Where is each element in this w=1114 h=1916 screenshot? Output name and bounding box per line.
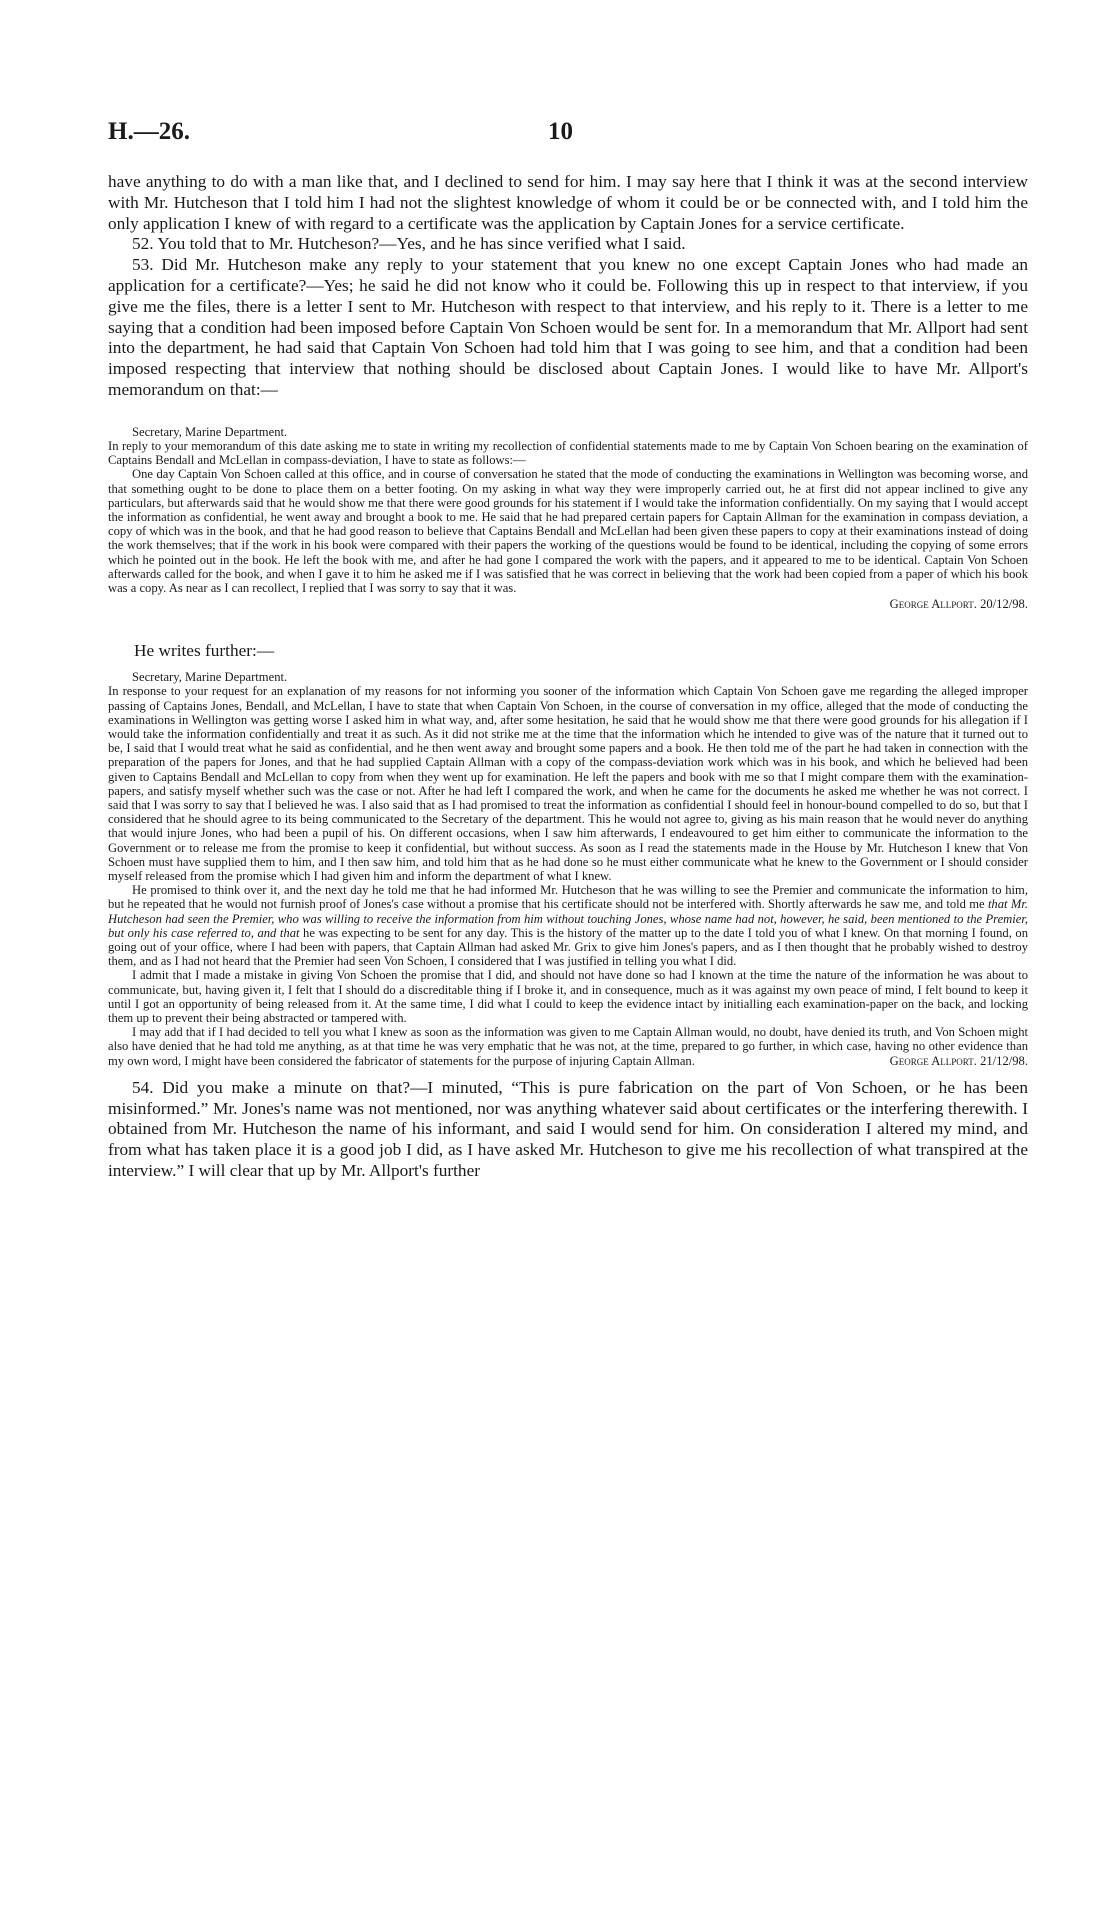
memo-2-paragraph-2-start: He promised to think over it, and the next day he told me that he had informed Mr. Hutcheson that he was willing to see the Premier and communicate the information to him, but he repeated that he would not furnish proof of Jones's case without a promise that his certificate should not be interfered with. Shortly afterwards he saw me, and told me	[108, 883, 1028, 912]
memo-2-paragraph-4	[108, 1025, 1028, 1068]
memo-1-paragraph-2: One day Captain Von Schoen called at this office, and in course of conversation he stated that the mode of conducting the examinations in Wellington was becoming worse, and that something ought to be done to place them on a better footing. On my asking in what way they were improperly carried out, he at first did not appear inclined to give any particulars, but afterwards said that he would show me that there were good grounds for his statement if I would take the information confidentially. On my saying that I would accept the information as confidential, he went away and brought a book to me. He said that he had prepared certain papers for Captain Allman for the examination in compass deviation, a copy of which was in the book, and that he had good reason to believe that Captains Bendall and McLellan had been given these papers to copy at their examinations instead of doing the work themselves; that if the work in his book were compared with their papers the working of the questions would be found to be identical, including the copying of some errors which he pointed out in the book. He left the book with me, and after he had gone I compared the work with the papers, and it appeared to me to be identical. Captain Von Schoen afterwards called for the book, and when I gave it to him he asked me if I was satisfied that he was correct in believing that the work had been copied from a paper of which his book was a copy. As near as I can recollect, I replied that I was sorry to say that it was.	[108, 467, 1028, 595]
he-writes-further: He writes further:—	[134, 641, 275, 661]
memo-2-paragraph-1: In response to your request for an explanation of my reasons for not informing you sooner of the information which Captain Von Schoen gave me regarding the alleged improper passing of Captains Jones, Bendall, and McLellan, I have to state that when Captain Von Schoen, in the course of conversation in my office, alleged that the mode of conducting the examinations in Wellington was getting worse I asked him in what way, and, after some hesitation, he said that he would show me that there were good grounds for his allegation if I would take the information confidentially and treat it as such. As it did not strike me at the time that the information which he intended to give was of the nature that it turned out to be, I said that I would treat what he said as confidential, and he then went away and brought some papers and a book. He then told me of the part he had taken in connection with the preparation of the papers for Jones, and that he had supplied Captain Allman with a copy of the compass-deviation work which was in his book, and which he believed had been given to Captains Bendall and McLellan to copy from when they went up for examination. He left the papers and book with me so that I might compare them with the examination-papers, and satisfy myself whether such was the case or not. After he had left I compared the work, and when he came for the documents he asked me whether he was not correct. I said that I was sorry to say that I believed he was. I also said that as I had promised to treat the information as confidential I should feel in honour-bound compelled to do so, but that I considered that he should agree to its being communicated to the Secretary of the department. This he would not agree to, giving as his main reason that he would never do anything that would injure Jones, who had been a pupil of his. On different occasions, when I saw him afterwards, I endeavoured to get him either to communicate the information to the Government or to release me from the promise to keep it confidential, but without success. As soon as I read the statements made in the House by Mr. Hutcheson I knew that Von Schoen must have supplied them to him, and I then saw him, and told him that as he had done so he must either communicate what he knew to the Government or I should consider myself released from the promise which I had given him and inform the department of what I knew.	[108, 684, 1028, 884]
question-54: 54. Did you make a minute on that?—I minuted, “This is pure fabrication on the part of Von Schoen, or he has been misinformed.” Mr. Jones's name was not mentioned, nor was anything whatever said about certificates or the interfering therewith. I obtained from Mr. Hutcheson the name of his informant, and said I would send for him. On consideration I altered my mind, and from what has taken place it is a good job I did, as I have asked Mr. Hutcheson to give me his recollection of what transpired at the interview.” I will clear that up by Mr. Allport's further	[108, 1077, 1028, 1181]
memo-1-heading: Secretary, Marine Department.	[132, 424, 288, 439]
memo-2-paragraph-2-italic: that Mr. Hutcheson had seen the Premier, who was willing to receive the information from him without touching Jones, whose name had not, however, he said, been mentioned to the Premier, but only his case referred to, and that	[108, 897, 1028, 940]
memo-2-signature: George Allport. 21/12/98.	[889, 1053, 1028, 1068]
memo-2-paragraph-3: I admit that I made a mistake in giving Von Schoen the promise that I did, and should not have done so had I known at the time the nature of the information he was about to communicate, but, having given it, I felt that I should do a discreditable thing if I broke it, and in consequence, much as it was against my own peace of mind, I felt bound to keep it until I got an opportunity of being released from it. At the same time, I did what I could to keep the evidence intact by initialling each examination-paper on the back, and locking them up to prevent their being abstracted or tampered with.	[108, 968, 1028, 1026]
document-reference: H.—26.	[108, 118, 190, 145]
memo-1-signature: George Allport. 20/12/98.	[889, 597, 1028, 612]
memorandum-2	[108, 670, 1028, 1068]
memo-2-heading: Secretary, Marine Department.	[132, 670, 288, 685]
page-header	[108, 118, 1028, 158]
memo-1-paragraph-1: In reply to your memorandum of this date asking me to state in writing my recollection of confidential statements made to me by Captain Von Schoen bearing on the examination of Captains Bendall and McLellan in compass-deviation, I have to state as follows:—	[108, 438, 1028, 468]
memo-2-paragraph-2-end: he was expecting to be sent for any day. This is the history of the matter up to the date I told you of what I knew. On that morning I found, on going out of your office, where I had been with papers, that Captain Allman had asked Mr. Grix to give him Jones's papers, and as I then thought that he probably wished to destroy them, and as I had not heard that the Premier had seen Von Schoen, I considered that I was justified in telling you what I did.	[108, 925, 1028, 969]
continued-paragraph: have anything to do with a man like that, and I declined to send for him. I may say here that I think it was at the second interview with Mr. Hutcheson that I told him I had not the slightest knowledge of whom it could be or be connected with, and I told him the only application I knew of with regard to a certificate was the application by Captain Jones for a service certificate.	[108, 172, 1028, 233]
memorandum-1	[108, 425, 1028, 612]
page-number: 10	[548, 118, 573, 145]
page-body	[108, 172, 1028, 1182]
question-53: 53. Did Mr. Hutcheson make any reply to your statement that you knew no one except Captain Jones who had made an application for a certificate?—Yes; he said he did not know who it could be. Following this up in respect to that interview, if you give me the files, there is a letter I sent to Mr. Hutcheson with respect to that interview, and his reply to it. There is a letter to me saying that a condition had been imposed before Captain Von Schoen would be sent for. In a memorandum that Mr. Allport had sent into the department, he had said that Captain Von Schoen had told him that I was going to see him, and that a condition had been imposed respecting that interview that nothing should be disclosed about Captain Jones. I would like to have Mr. Allport's memorandum on that:—	[108, 255, 1028, 399]
question-52: 52. You told that to Mr. Hutcheson?—Yes, and he has since verified what I said.	[132, 234, 686, 254]
memo-2-paragraph-4-text: I may add that if I had decided to tell you what I knew as soon as the information was given to me Captain Allman would, no doubt, have denied its truth, and Von Schoen might also have denied that he had told me anything, as at that time he was very emphatic that he was not, at the time, prepared to go further, in which case, having no other evidence than my own word, I might have been considered the fabricator of statements for the purpose of injuring Captain Allman.	[108, 1025, 1028, 1068]
memo-2-paragraph-2	[108, 883, 1028, 968]
